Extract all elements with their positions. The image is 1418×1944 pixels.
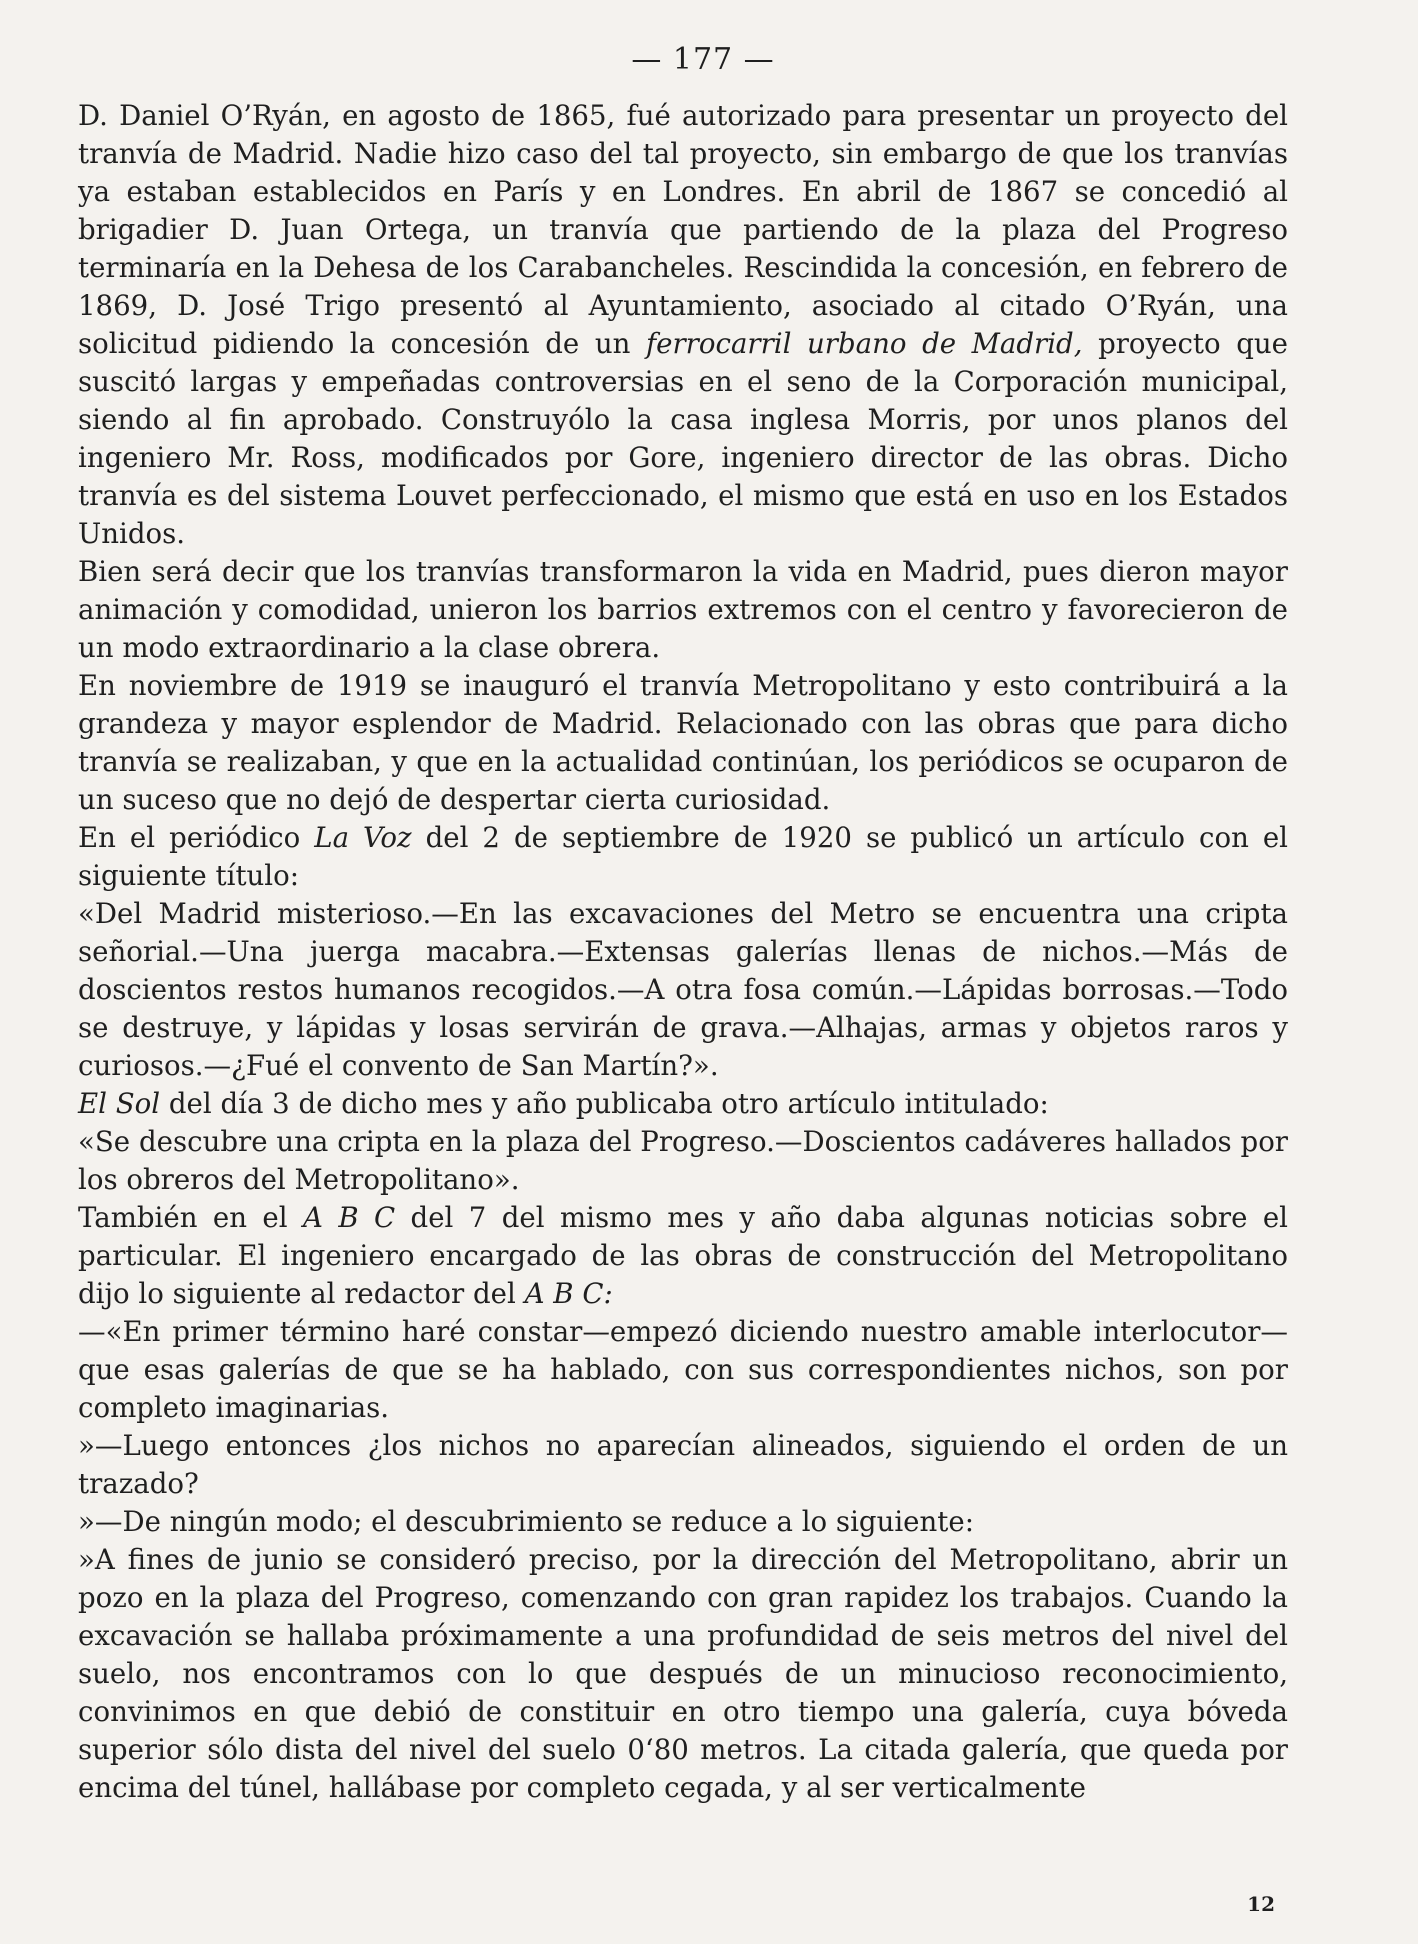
text-segment: del día 3 de dicho mes y año publicaba otro artículo intitulado: xyxy=(160,1087,1049,1120)
paragraph xyxy=(78,1313,1288,1427)
paragraph xyxy=(78,667,1288,819)
paragraph xyxy=(78,97,1288,553)
paragraph xyxy=(78,1427,1288,1503)
paragraph xyxy=(78,1199,1288,1313)
text-segment: »—Luego entonces ¿los nichos no aparecían alineados, siguiendo el orden de un trazado? xyxy=(78,1429,1288,1500)
paragraph xyxy=(78,1503,1288,1541)
text-segment: proyecto que suscitó largas y empeñadas controversias en el seno de la Corporación municipal, siendo al fin aprobado. Construyólo la casa inglesa Morris, por unos planos del ingeniero Mr. Ross, modificados por Gore, ingeniero director de las obras. Dicho tranvía es del sistema Louvet perfeccionado, el mismo que está en uso en los Estados Unidos. xyxy=(78,327,1288,550)
text-segment: En noviembre de 1919 se inauguró el tranvía Metropolitano y esto contribuirá a la grandeza y mayor esplendor de Madrid. Relacionado con las obras que para dicho tranvía se realizaban, y que en la actualidad continúan, los periódicos se ocuparon de un suceso que no dejó de despertar cierta curiosidad. xyxy=(78,669,1288,816)
italic-text: A B C xyxy=(302,1201,396,1234)
text-segment: «Se descubre una cripta en la plaza del Progreso.—Doscientos cadáveres hallados por los obreros del Metropolitano». xyxy=(78,1125,1288,1196)
paragraph xyxy=(78,1541,1288,1807)
italic-text: El Sol xyxy=(78,1087,161,1120)
body-text xyxy=(78,97,1288,1807)
text-segment: D. Daniel O’Ryán, en agosto de 1865, fué autorizado para presentar un proyecto del tranvía de Madrid. Nadie hizo caso del tal proyecto, sin embargo de que los tranvías ya estaban establecidos en París y en Londres. En abril de 1867 se concedió al brigadier D. Juan Ortega, un tranvía que partiendo de la plaza del Progreso terminaría en la Dehesa de los Carabancheles. Rescindida la concesión, en febrero de 1869, D. José Trigo presentó al Ayuntamiento, asociado al citado O’Ryán, una solicitud pidiendo la concesión de un xyxy=(78,99,1288,360)
text-segment: del 2 de septiembre de 1920 se publicó un artículo con el siguiente título: xyxy=(78,821,1289,892)
signature-mark: 12 xyxy=(1247,1892,1275,1916)
text-segment: En el periódico xyxy=(78,821,315,854)
paragraph xyxy=(78,553,1288,667)
paragraph xyxy=(78,1123,1288,1199)
italic-text: La Voz xyxy=(314,821,412,854)
text-segment: »—De ningún modo; el descubrimiento se reduce a lo siguiente: xyxy=(78,1505,974,1538)
paragraph xyxy=(78,1085,1288,1123)
italic-text: A B C: xyxy=(524,1277,613,1310)
text-segment: También en el xyxy=(78,1201,303,1234)
text-segment: «Del Madrid misterioso.—En las excavaciones del Metro se encuentra una cripta señorial.—Una juerga macabra.—Extensas galerías llenas de nichos.—Más de doscientos restos humanos recogidos.—A otra fosa común.—Lápidas borrosas.—Todo se destruye, y lápidas y losas servirán de grava.—Alhajas, armas y objetos raros y curiosos.—¿Fué el convento de San Martín?». xyxy=(78,897,1288,1082)
paragraph xyxy=(78,895,1288,1085)
italic-text: ferrocarril urbano de Madrid, xyxy=(645,327,1083,360)
paragraph xyxy=(78,819,1288,895)
text-segment: del 7 del mismo mes y año daba algunas noticias sobre el particular. El ingeniero encargado de las obras de construcción del Metropolitano dijo lo siguiente al redactor del xyxy=(78,1201,1288,1310)
text-segment: —«En primer término haré constar—empezó diciendo nuestro amable interlocutor—que esas galerías de que se ha hablado, con sus correspondientes nichos, son por completo imaginarias. xyxy=(78,1315,1288,1424)
text-segment: Bien será decir que los tranvías transformaron la vida en Madrid, pues dieron mayor animación y comodidad, unieron los barrios extremos con el centro y favorecieron de un modo extraordinario a la clase obrera. xyxy=(78,555,1288,664)
text-segment: »A fines de junio se consideró preciso, por la dirección del Metropolitano, abrir un pozo en la plaza del Progreso, comenzando con gran rapidez los trabajos. Cuando la excavación se hallaba próximamente a una profundidad de seis metros del nivel del suelo, nos encontramos con lo que después de un minucioso reconocimiento, convinimos en que debió de constituir en otro tiempo una galería, cuya bóveda superior sólo dista del nivel del suelo 0‘80 metros. La citada galería, que queda por encima del túnel, hallábase por completo cegada, y al ser verticalmente xyxy=(78,1543,1288,1804)
page-number: — 177 — xyxy=(631,42,775,77)
